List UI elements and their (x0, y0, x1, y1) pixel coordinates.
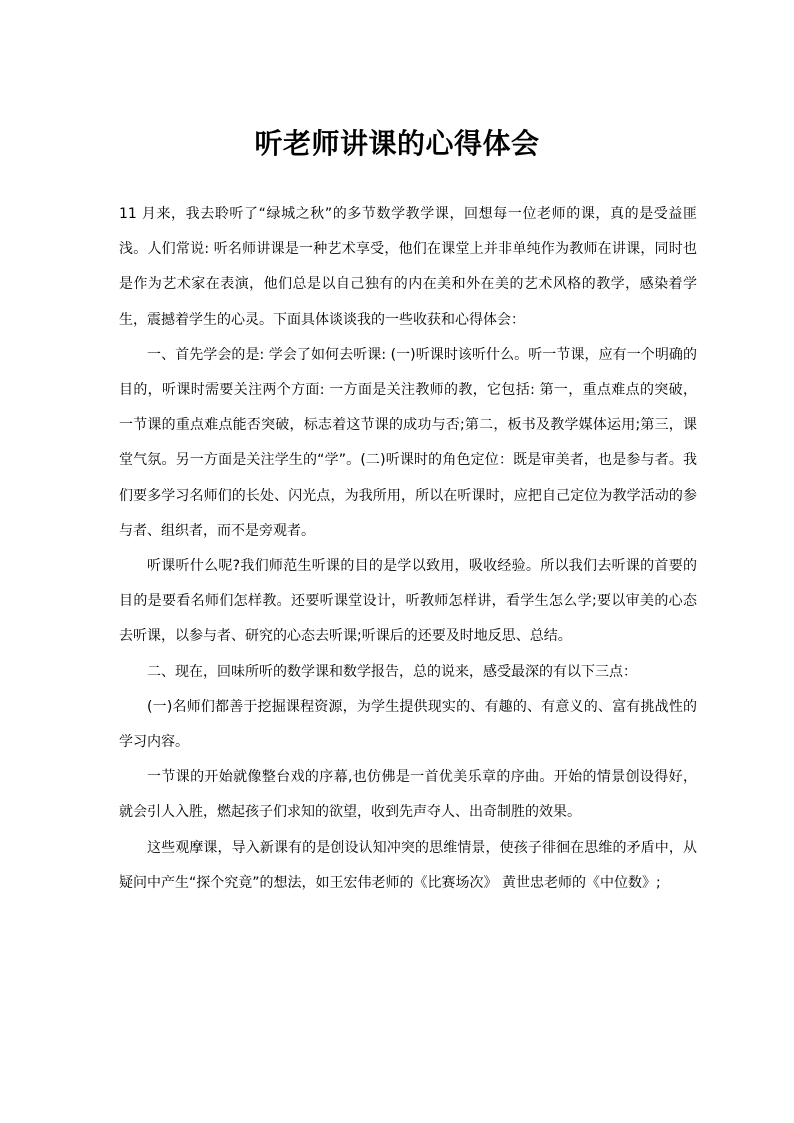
paragraph-3: 听课听什么呢?我们师范生听课的目的是学以致用，吸收经验。所以我们去听课的首要的目的是要看名师们怎样教。还要听课堂设计，听教师怎样讲，看学生怎么学;要以审美的心态去听课，以参与者、研究的心态去听课;听课后的还要及时地反思、总结。 (119, 558, 697, 645)
document-body (119, 197, 697, 901)
paragraph-5: (一)名师们都善于挖掘课程资源，为学生提供现实的、有趣的、有意义的、富有挑战性的学习内容。 (119, 698, 697, 751)
paragraph-2: 一、首先学会的是: 学会了如何去听课: (一)听课时该听什么。听一节课，应有一个明确的目的，听课时需要关注两个方面: 一方面是关注教师的教，它包括: 第一，重点难点的突破，一节课的重点难点能否突破，标志着这节课的成功与否;第二，板书及教学媒体运用;第三，课堂气氛。另一方面是关注学生的“学”。(二)听课时的角色定位：既是审美者，也是参与者。我们要多学习名师们的长处、闪光点，为我所用，所以在听课时，应把自己定位为教学活动的参与者、组织者，而不是旁观者。 (119, 346, 697, 539)
document-title: 听老师讲课的心得体会 (254, 127, 540, 160)
paragraph-1: 11 月来，我去聆听了“绿城之秋”的多节数学教学课，回想每一位老师的课，真的是受益匪浅。人们常说: 听名师讲课是一种艺术享受，他们在课堂上并非单纯作为教师在讲课，同时也是作为艺术家在表演，他们总是以自己独有的内在美和外在美的艺术风格的教学，感染着学生，震撼着学生的心灵。下面具体谈谈我的一些收获和心得体会： (119, 206, 697, 328)
paragraph-7: 这些观摩课，导入新课有的是创设认知冲突的思维情景，使孩子徘徊在思维的矛盾中，从疑问中产生“探个究竟”的想法，如王宏伟老师的《比赛场次》 黄世忠老师的《中位数》; (119, 839, 697, 891)
paragraph-4: 二、现在，回味所听的数学课和数学报告，总的说来，感受最深的有以下三点： (147, 663, 637, 680)
paragraph-6: 一节课的开始就像整台戏的序幕,也仿佛是一首优美乐章的序曲。开始的情景创设得好，就会引人入胜，燃起孩子们求知的欲望，收到先声夺人、出奇制胜的效果。 (119, 769, 697, 821)
